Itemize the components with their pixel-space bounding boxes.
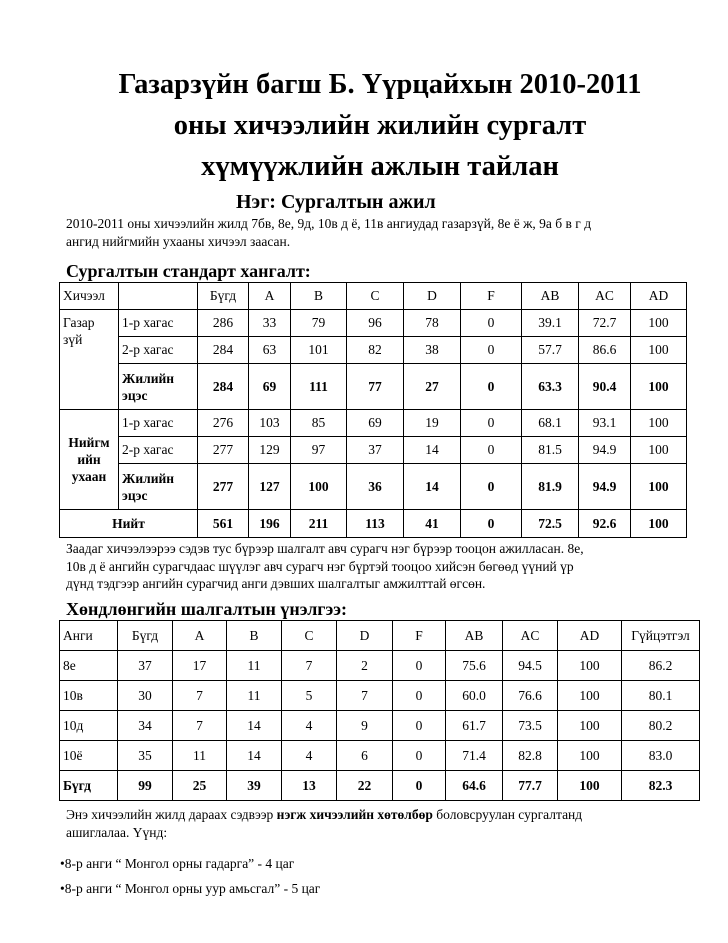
table-row — [60, 741, 700, 771]
header-cell: AC — [579, 283, 631, 310]
table-row — [60, 437, 687, 464]
table-cell: 72.7 — [579, 310, 631, 337]
table-cell: 37 — [347, 437, 404, 464]
table-cell: 0 — [461, 437, 522, 464]
table-cell: 99 — [118, 771, 173, 801]
table-row — [60, 464, 687, 510]
table-cell: 0 — [461, 464, 522, 510]
header-cell: AC — [503, 621, 558, 651]
table-cell: 63.3 — [522, 364, 579, 410]
table-cell: 13 — [282, 771, 337, 801]
table-cell: 4 — [282, 741, 337, 771]
table-cell: 86.6 — [579, 337, 631, 364]
header-cell: F — [393, 621, 446, 651]
table-cell: 0 — [461, 364, 522, 410]
standards-header-row — [60, 283, 687, 310]
results-paragraph — [66, 540, 706, 593]
exam-table — [59, 620, 700, 801]
title-line-2: оны хичээлийн жилийн сургалт — [173, 110, 587, 141]
table-cell: 94.9 — [579, 464, 631, 510]
intro-line-1: 2010-2011 оны хичээлийн жилд 7бв, 8е, 9д, 10в д ё, 11в ангиудад газарзүй, 8е ё ж, 9а б в г д — [66, 216, 592, 231]
paragraph-line: ашиглалаа. Үүнд: — [66, 824, 168, 840]
table-cell: 80.1 — [622, 681, 700, 711]
table-cell: 100 — [558, 741, 622, 771]
header-cell: C — [347, 283, 404, 310]
subject-cell-social-studies: Нийгм ийн ухаан — [60, 410, 119, 510]
header-cell: B — [227, 621, 282, 651]
table-cell: 38 — [404, 337, 461, 364]
header-cell: A — [173, 621, 227, 651]
period-cell: Жилийн эцэс — [119, 364, 198, 410]
table-cell: 37 — [118, 651, 173, 681]
table-cell: 211 — [291, 510, 347, 538]
table-cell: 100 — [631, 510, 687, 538]
class-cell: 8е — [60, 651, 118, 681]
header-cell: A — [249, 283, 291, 310]
table-cell: 92.6 — [579, 510, 631, 538]
table-cell: 7 — [173, 681, 227, 711]
intro-line-2: ангид нийгмийн ухааны хичээл заасан. — [66, 233, 291, 249]
table-cell: 4 — [282, 711, 337, 741]
table-cell: 6 — [337, 741, 393, 771]
table-cell: 73.5 — [503, 711, 558, 741]
table-cell: 33 — [249, 310, 291, 337]
table-cell: 14 — [404, 437, 461, 464]
table-row — [60, 364, 687, 410]
header-cell: AB — [522, 283, 579, 310]
table-cell: 82.3 — [622, 771, 700, 801]
table-cell: 0 — [393, 681, 446, 711]
table-row — [60, 711, 700, 741]
paragraph-line: Заадаг хичээлээрээ сэдэв тус бүрээр шалгалт авч сурагч нэг бүрээр тооцон ажилласан. 8е, — [66, 541, 584, 556]
table-cell: 39 — [227, 771, 282, 801]
title-line-3: хүмүүжлийн ажлын тайлан — [201, 151, 559, 182]
table-cell: 64.6 — [446, 771, 503, 801]
paragraph-text: Энэ хичээлийн жилд дараах сэдвээр — [66, 807, 277, 822]
table-cell: 276 — [198, 410, 249, 437]
table-row — [60, 651, 700, 681]
table-cell: 0 — [461, 337, 522, 364]
table-cell: 36 — [347, 464, 404, 510]
header-cell: B — [291, 283, 347, 310]
table-total-row — [60, 510, 687, 538]
table-cell: 90.4 — [579, 364, 631, 410]
table-cell: 2 — [337, 651, 393, 681]
document-title — [40, 64, 720, 187]
table-cell: 0 — [393, 771, 446, 801]
header-cell: D — [337, 621, 393, 651]
table-cell: 7 — [173, 711, 227, 741]
table-cell: 284 — [198, 364, 249, 410]
table-cell: 100 — [558, 651, 622, 681]
table-cell: 100 — [631, 364, 687, 410]
period-cell: Жилийн эцэс — [119, 464, 198, 510]
table-cell: 68.1 — [522, 410, 579, 437]
table-cell: 101 — [291, 337, 347, 364]
table-cell: 14 — [404, 464, 461, 510]
table-cell: 85 — [291, 410, 347, 437]
table-cell: 82 — [347, 337, 404, 364]
table-cell: 72.5 — [522, 510, 579, 538]
table-cell: 41 — [404, 510, 461, 538]
table-cell: 103 — [249, 410, 291, 437]
table-cell: 69 — [249, 364, 291, 410]
bullet-item: •8-р анги “ Монгол орны уур амьсгал” - 5 цаг — [60, 881, 321, 896]
title-line-1: Газарзүйн багш Б. Үүрцайхын 2010-2011 — [118, 69, 642, 100]
table-cell: 93.1 — [579, 410, 631, 437]
paragraph-text: боловсруулан сургалтанд — [432, 807, 583, 822]
class-cell: 10д — [60, 711, 118, 741]
table-cell: 100 — [291, 464, 347, 510]
paragraph-bold-text: нэгж хичээлийн хөтөлбөр — [276, 807, 433, 822]
table-cell: 100 — [558, 711, 622, 741]
header-cell: Анги — [60, 621, 118, 651]
table-cell: 94.9 — [579, 437, 631, 464]
period-cell: 1-р хагас — [119, 310, 198, 337]
standards-table — [59, 282, 687, 538]
table-cell: 196 — [249, 510, 291, 538]
table-total-row — [60, 771, 700, 801]
header-cell: AD — [631, 283, 687, 310]
header-cell: Гүйцэтгэл — [622, 621, 700, 651]
subject-cell-geography: Газар зүй — [60, 310, 119, 410]
table-cell: 100 — [631, 437, 687, 464]
class-cell: 10ё — [60, 741, 118, 771]
section-subtitle: Нэг: Сургалтын ажил — [236, 191, 436, 213]
total-label-cell: Бүгд — [60, 771, 118, 801]
table-cell: 83.0 — [622, 741, 700, 771]
period-cell: 1-р хагас — [119, 410, 198, 437]
table-cell: 0 — [461, 410, 522, 437]
table-cell: 100 — [558, 771, 622, 801]
table-cell: 82.8 — [503, 741, 558, 771]
table-cell: 97 — [291, 437, 347, 464]
header-cell: C — [282, 621, 337, 651]
period-cell: 2-р хагас — [119, 437, 198, 464]
paragraph-line: дүнд тэдгээр ангийн сурагчид анги дэвших шалгалтыг амжилттай өгсөн. — [66, 576, 486, 591]
table-cell: 0 — [461, 310, 522, 337]
table-cell: 79 — [291, 310, 347, 337]
table-cell: 284 — [198, 337, 249, 364]
table-cell: 0 — [393, 741, 446, 771]
header-cell: AD — [558, 621, 622, 651]
table-cell: 11 — [173, 741, 227, 771]
table-cell: 111 — [291, 364, 347, 410]
header-cell: D — [404, 283, 461, 310]
table-cell: 60.0 — [446, 681, 503, 711]
table-cell: 11 — [227, 681, 282, 711]
table-cell: 17 — [173, 651, 227, 681]
table-cell: 19 — [404, 410, 461, 437]
table-cell: 61.7 — [446, 711, 503, 741]
table-cell: 7 — [282, 651, 337, 681]
table-cell: 100 — [631, 310, 687, 337]
table-cell: 35 — [118, 741, 173, 771]
table-cell: 286 — [198, 310, 249, 337]
table-cell: 127 — [249, 464, 291, 510]
table-cell: 96 — [347, 310, 404, 337]
table-cell: 86.2 — [622, 651, 700, 681]
table-cell: 30 — [118, 681, 173, 711]
table-cell: 39.1 — [522, 310, 579, 337]
table-cell: 561 — [198, 510, 249, 538]
table-cell: 0 — [393, 711, 446, 741]
table-cell: 7 — [337, 681, 393, 711]
curriculum-paragraph — [66, 806, 706, 841]
header-cell: AB — [446, 621, 503, 651]
header-cell: F — [461, 283, 522, 310]
table-cell: 75.6 — [446, 651, 503, 681]
table-cell: 80.2 — [622, 711, 700, 741]
table-cell: 76.6 — [503, 681, 558, 711]
table-cell: 9 — [337, 711, 393, 741]
table-cell: 77 — [347, 364, 404, 410]
paragraph-line: 10в д ё ангийн сурагчдаас шүүлэг авч сурагч нэг бүртэй тооцоо хийсэн бөгөөд үүний үр — [66, 558, 574, 574]
total-label-cell: Нийт — [60, 510, 198, 538]
table-cell: 25 — [173, 771, 227, 801]
table-row — [60, 410, 687, 437]
table-cell: 0 — [461, 510, 522, 538]
table-cell: 14 — [227, 711, 282, 741]
period-cell: 2-р хагас — [119, 337, 198, 364]
table-cell: 34 — [118, 711, 173, 741]
header-cell: Бүгд — [118, 621, 173, 651]
bullet-item: •8-р анги “ Монгол орны гадарга” - 4 цаг — [60, 856, 295, 871]
table-cell: 113 — [347, 510, 404, 538]
table-cell: 27 — [404, 364, 461, 410]
table-cell: 94.5 — [503, 651, 558, 681]
table-cell: 71.4 — [446, 741, 503, 771]
table-cell: 100 — [631, 410, 687, 437]
table-cell: 14 — [227, 741, 282, 771]
table-cell: 81.5 — [522, 437, 579, 464]
table-row — [60, 337, 687, 364]
table-cell: 22 — [337, 771, 393, 801]
header-cell — [119, 283, 198, 310]
exam-heading: Хөндлөнгийн шалгалтын үнэлгээ: — [66, 599, 348, 619]
table-cell: 0 — [393, 651, 446, 681]
class-cell: 10в — [60, 681, 118, 711]
intro-paragraph — [66, 215, 706, 250]
table-cell: 277 — [198, 437, 249, 464]
table-cell: 78 — [404, 310, 461, 337]
table-cell: 81.9 — [522, 464, 579, 510]
table-cell: 129 — [249, 437, 291, 464]
table-cell: 63 — [249, 337, 291, 364]
table-cell: 11 — [227, 651, 282, 681]
header-cell: Хичээл — [60, 283, 119, 310]
table-cell: 100 — [558, 681, 622, 711]
table-cell: 57.7 — [522, 337, 579, 364]
table-cell: 77.7 — [503, 771, 558, 801]
standards-heading: Сургалтын стандарт хангалт: — [66, 261, 311, 281]
table-cell: 100 — [631, 464, 687, 510]
exam-header-row — [60, 621, 700, 651]
table-cell: 100 — [631, 337, 687, 364]
table-cell: 277 — [198, 464, 249, 510]
table-cell: 69 — [347, 410, 404, 437]
table-row — [60, 681, 700, 711]
table-row — [60, 310, 687, 337]
header-cell: Бүгд — [198, 283, 249, 310]
table-cell: 5 — [282, 681, 337, 711]
paragraph-line — [66, 806, 706, 824]
